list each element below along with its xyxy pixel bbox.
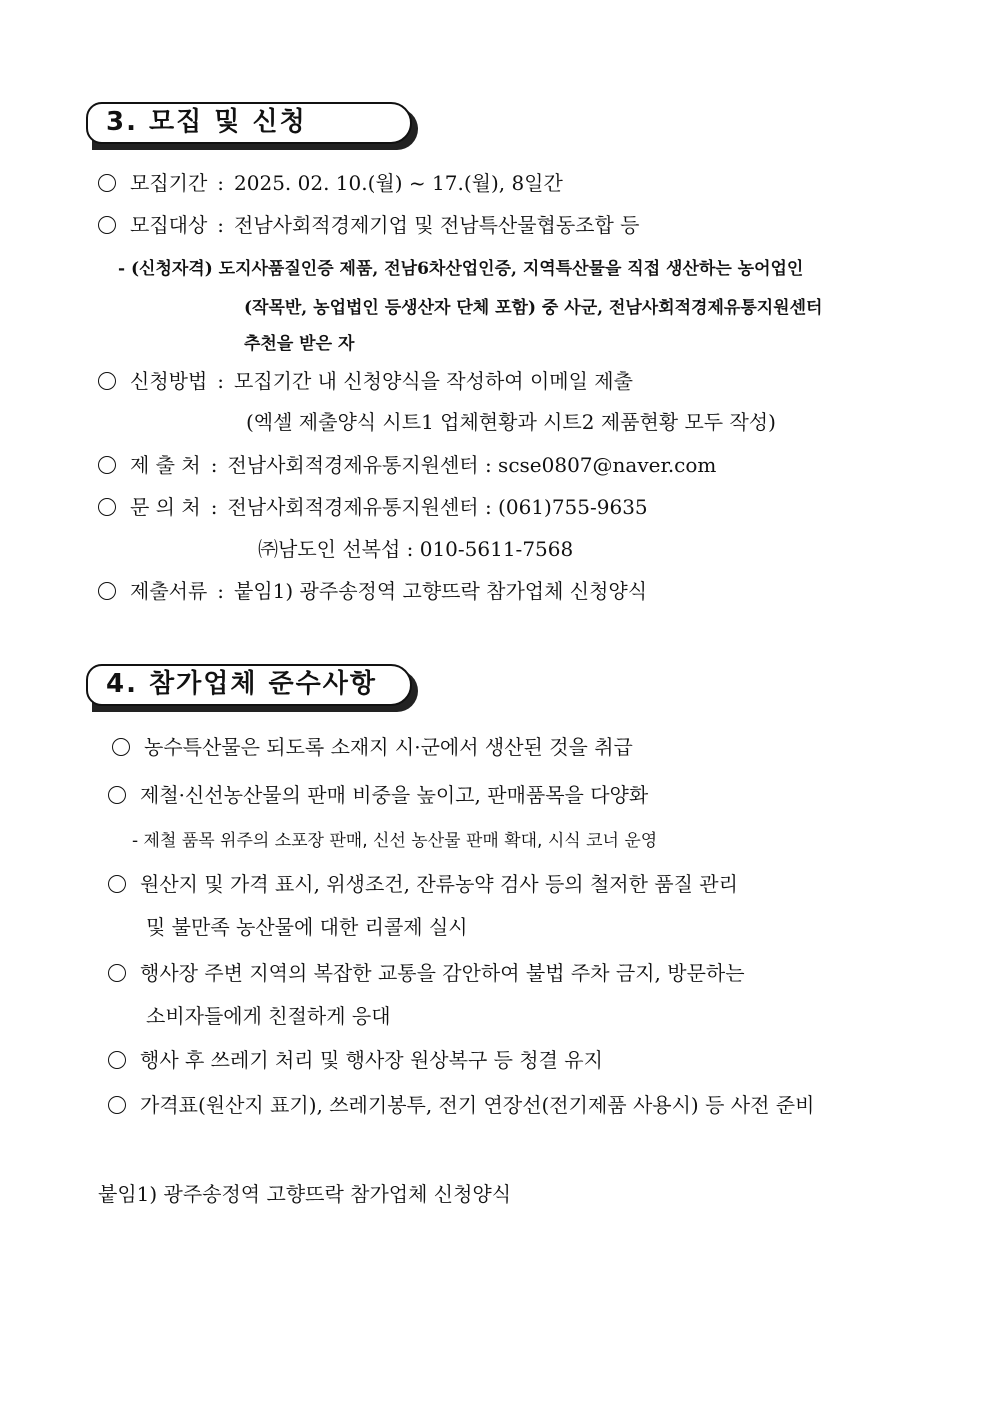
rule-item-4-cont: 소비자들에게 친절하게 응대 [146, 1004, 391, 1028]
submit-to-value: 전남사회적경제유통지원센터 : scse0807@naver.com [227, 453, 717, 477]
recruit-period-label: 모집기간 [130, 171, 208, 195]
colon: : [210, 495, 218, 519]
rule-item-1 [112, 734, 633, 760]
circle-bullet-icon [108, 964, 126, 982]
circle-bullet-icon [108, 875, 126, 893]
qualification-line-2: (작목반, 농업법인 등생산자 단체 포함) 중 사군, 전남사회적경제유통지원센터 [244, 298, 823, 318]
qualification-line-3: 추천을 받은 자 [244, 334, 355, 354]
submit-to-label: 제 출 처 [130, 453, 201, 477]
qualification-line-1: - (신청자격) 도지사품질인증 제품, 전남6차산업인증, 지역특산물을 직접 생산하는 농어업인 [118, 259, 804, 279]
contact-label: 문 의 처 [130, 495, 201, 519]
colon: : [217, 213, 225, 237]
rule-item-4 [108, 960, 745, 986]
rule-item-6 [108, 1092, 814, 1118]
circle-bullet-icon [98, 456, 116, 474]
documents-label: 제출서류 [130, 579, 208, 603]
recruit-target-label: 모집대상 [130, 213, 208, 237]
circle-bullet-icon [108, 786, 126, 804]
contact-value: 전남사회적경제유통지원센터 : (061)755-9635 [227, 495, 648, 519]
recruit-period-value: 2025. 02. 10.(월) ~ 17.(월), 8일간 [234, 171, 563, 195]
rule-text: 제철·신선농산물의 판매 비중을 높이고, 판매품목을 다양화 [140, 783, 649, 807]
rule-item-5 [108, 1047, 603, 1073]
colon: : [217, 171, 225, 195]
documents-value: 붙임1) 광주송정역 고향뜨락 참가업체 신청양식 [234, 579, 648, 603]
circle-bullet-icon [98, 216, 116, 234]
rule-item-2-sub: - 제철 품목 위주의 소포장 판매, 신선 농산물 판매 확대, 시식 코너 운영 [132, 831, 658, 851]
section-3-title: 3. 모집 및 신청 [106, 107, 307, 137]
circle-bullet-icon [108, 1051, 126, 1069]
section-3-heading [86, 102, 412, 144]
rule-text: 가격표(원산지 표기), 쓰레기봉투, 전기 연장선(전기제품 사용시) 등 사전 준비 [140, 1093, 815, 1117]
colon: : [217, 369, 225, 393]
recruit-target-row [98, 212, 640, 238]
apply-method-value: 모집기간 내 신청양식을 작성하여 이메일 제출 [234, 369, 633, 393]
circle-bullet-icon [98, 372, 116, 390]
contact-value-2: ㈜남도인 선복섭 : 010-5611-7568 [258, 537, 574, 561]
recruit-target-value: 전남사회적경제기업 및 전남특산물협동조합 등 [234, 213, 640, 237]
rule-text: 원산지 및 가격 표시, 위생조건, 잔류농약 검사 등의 철저한 품질 관리 [140, 872, 738, 896]
apply-method-note: (엑셀 제출양식 시트1 업체현황과 시트2 제품현황 모두 작성) [246, 410, 776, 434]
apply-method-row [98, 368, 633, 394]
rule-text: 행사장 주변 지역의 복잡한 교통을 감안하여 불법 주차 금지, 방문하는 [140, 961, 745, 985]
rule-text: 행사 후 쓰레기 처리 및 행사장 원상복구 등 청결 유지 [140, 1048, 603, 1072]
attachment-note: 붙임1) 광주송정역 고향뜨락 참가업체 신청양식 [98, 1182, 512, 1206]
documents-row [98, 578, 647, 604]
circle-bullet-icon [108, 1096, 126, 1114]
recruit-period-row [98, 170, 563, 196]
circle-bullet-icon [98, 498, 116, 516]
circle-bullet-icon [98, 582, 116, 600]
apply-method-label: 신청방법 [130, 369, 208, 393]
rule-text: 농수특산물은 되도록 소재지 시·군에서 생산된 것을 취급 [144, 735, 633, 759]
rule-item-3 [108, 871, 738, 897]
colon: : [210, 453, 218, 477]
rule-item-3-cont: 및 불만족 농산물에 대한 리콜제 실시 [146, 915, 468, 939]
contact-row [98, 494, 648, 520]
section-4-title: 4. 참가업체 준수사항 [106, 669, 377, 699]
section-4-heading [86, 664, 412, 706]
colon: : [217, 579, 225, 603]
rule-item-2 [108, 782, 648, 808]
circle-bullet-icon [112, 738, 130, 756]
submit-to-row [98, 452, 716, 478]
circle-bullet-icon [98, 174, 116, 192]
